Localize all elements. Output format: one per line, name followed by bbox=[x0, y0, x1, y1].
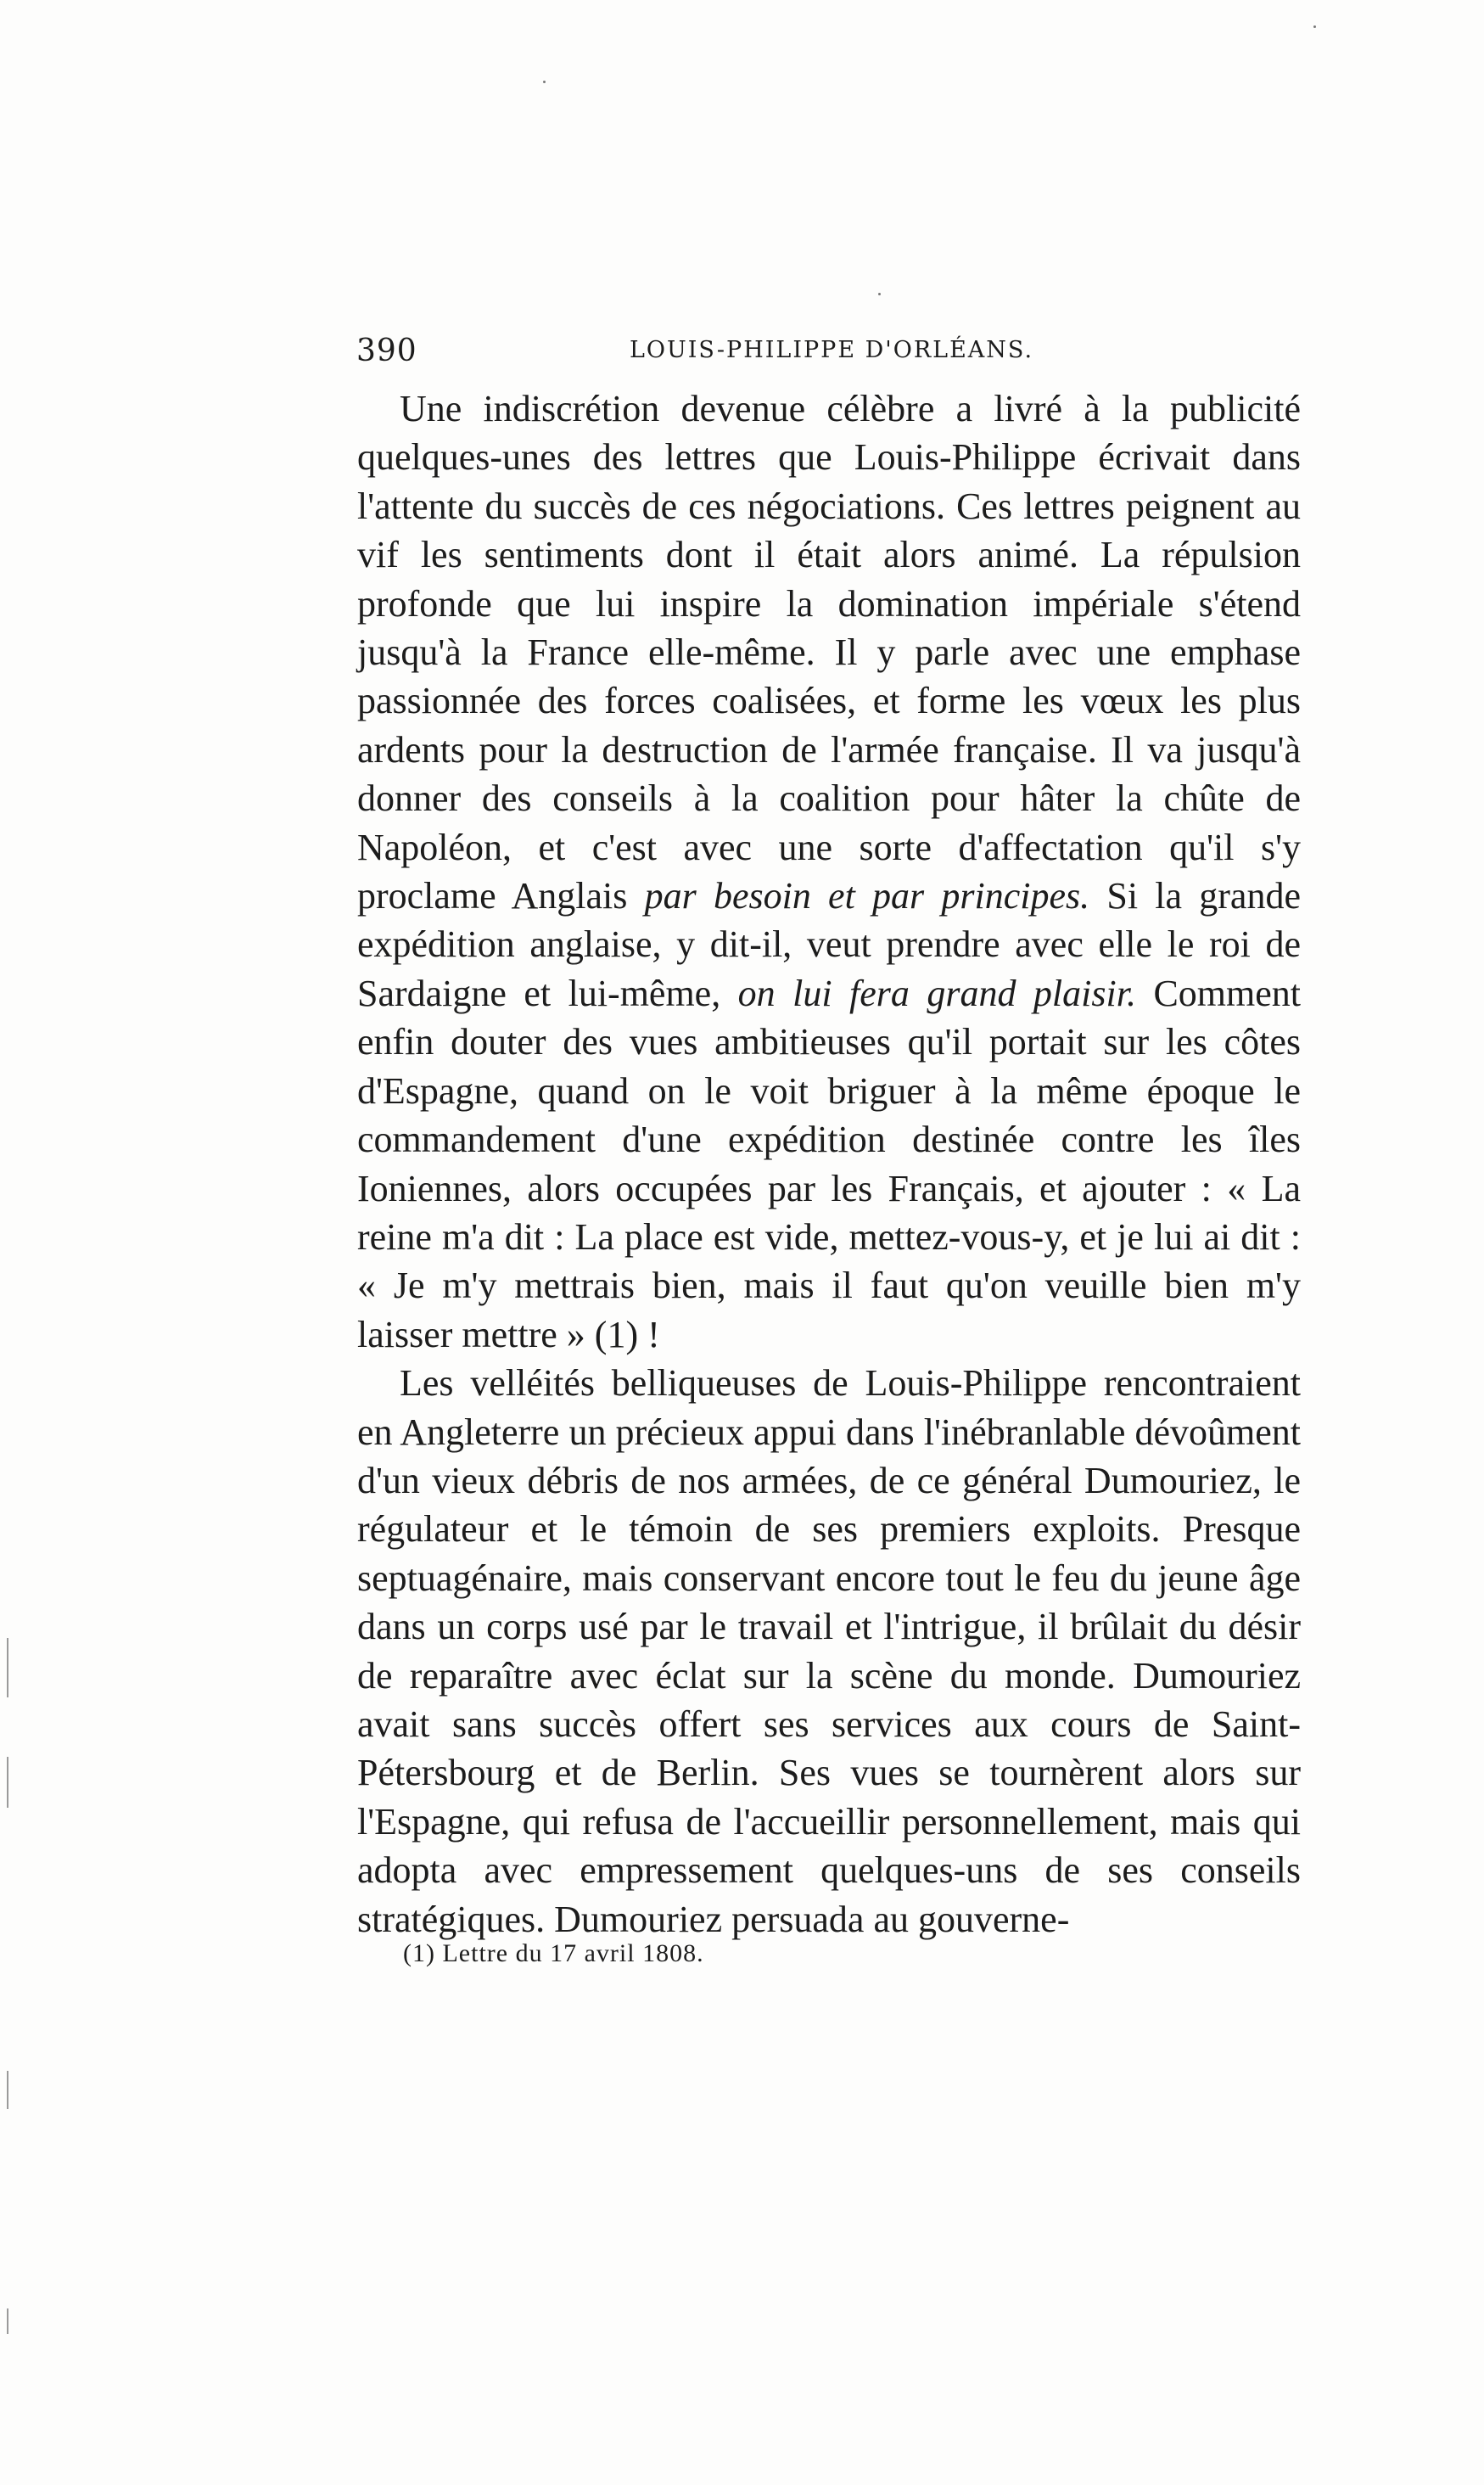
footnote: (1) Lettre du 17 avril 1808. bbox=[403, 1939, 704, 1967]
text-run: Une indiscrétion devenue célèbre a livré à la publicité quelques-unes des lettres que Louis-Philippe écrivait dans l'attente du succès de ces négociations. Ces lettres peignent au vif les sentiments dont il était alors animé. La répulsion profonde que lui inspire la domination impériale s'étend jusqu'à la France elle-même. Il y parle avec une emphase passionnée des forces coalisées, et forme les vœux les plus ardents pour la destruction de l'armée française. Il va jusqu'à donner des conseils à la coalition pour hâter la chûte de Napoléon, et c'est avec une sorte d'affectation qu'il s'y proclame Anglais bbox=[357, 388, 1301, 917]
body-text bbox=[357, 384, 1301, 1944]
scan-edge-mark bbox=[7, 2071, 8, 2109]
scan-edge-mark bbox=[7, 1638, 8, 1697]
scan-speck bbox=[878, 293, 881, 295]
paragraph bbox=[357, 384, 1301, 1359]
text-run: Comment enfin douter des vues ambitieuses qu'il portait sur les côtes d'Espagne, quand on le voit briguer à la même époque le commandement d'une expédition destinée contre les îles Ioniennes, alors occupées par les Français, et ajouter : « La reine m'a dit : La place est vide, mettez-vous-y, et je lui ai dit : « Je m'y mettrais bien, mais il faut qu'on veuille bien m'y laisser mettre » (1) ! bbox=[357, 972, 1301, 1355]
running-title: LOUIS-PHILIPPE D'ORLÉANS. bbox=[629, 337, 1034, 363]
scan-edge-mark bbox=[7, 2308, 8, 2334]
scan-speck bbox=[543, 81, 546, 83]
page-header bbox=[356, 334, 1307, 384]
text-run: Les velléités belliqueuses de Louis-Philippe rencontraient en Angleterre un précieux appui dans l'inébranlable dévoûment d'un vieux débris de nos armées, de ce général Dumouriez, le régulateur et le témoin de ses premiers exploits. Presque septuagénaire, mais conservant encore tout le feu du jeune âge dans un corps usé par le travail et l'intrigue, il brûlait du désir de reparaître avec éclat sur la scène du monde. Dumouriez avait sans succès offert ses services aux cours de Saint-Pétersbourg et de Berlin. Ses vues se tournèrent alors sur l'Espagne, qui refusa de l'accueillir personnellement, mais qui adopta avec empressement quelques-uns de ses conseils stratégiques. Dumouriez persuada au gouverne- bbox=[357, 1362, 1301, 1940]
page-number: 390 bbox=[356, 334, 417, 368]
text-run: Si la grande expédition anglaise, y dit-il, veut prendre avec elle le roi de Sardaigne et lui-même, bbox=[357, 875, 1301, 1014]
paragraph bbox=[357, 1359, 1301, 1944]
scan-edge-mark bbox=[7, 1757, 8, 1808]
italic-text: on lui fera grand plaisir. bbox=[737, 972, 1136, 1014]
scan-speck bbox=[1313, 25, 1316, 28]
italic-text: par besoin et par principes. bbox=[644, 875, 1090, 917]
